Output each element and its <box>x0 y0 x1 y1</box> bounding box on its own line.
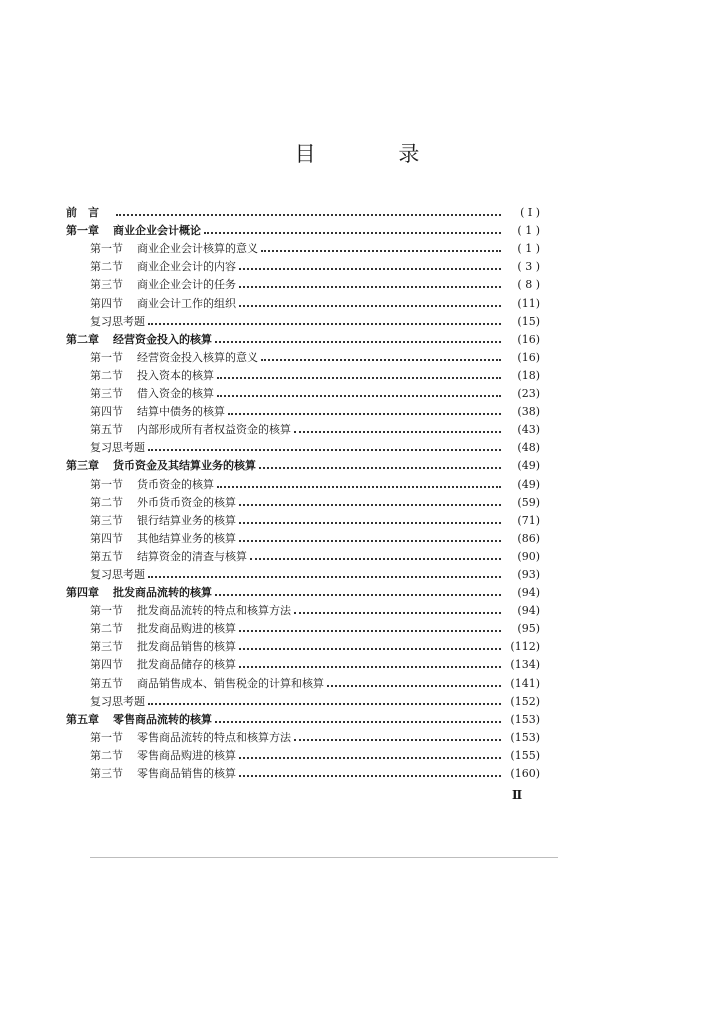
toc-entry-page: (49) <box>517 477 540 491</box>
toc-entry-page: (49) <box>517 459 540 473</box>
toc-entry-title: 商品销售成本、销售税金的计算和核算 <box>137 676 324 690</box>
toc-entry-title: 商业企业会计核算的意义 <box>137 242 258 256</box>
dot-leader <box>239 304 501 307</box>
toc-entry-section <box>66 238 540 256</box>
toc-entry-title: 批发商品销售的核算 <box>137 640 236 654</box>
toc-entry-title: 货币资金的核算 <box>137 477 214 491</box>
toc-entry-section <box>66 383 540 401</box>
toc-entry-title: 商业企业会计的任务 <box>137 278 236 292</box>
dot-leader <box>261 249 501 252</box>
toc-entry-section <box>66 672 540 690</box>
toc-entry-title: 批发商品流转的特点和核算方法 <box>137 604 291 618</box>
toc-entry-chapter <box>66 329 540 347</box>
dot-leader <box>261 358 501 361</box>
toc-entry-section <box>66 492 540 510</box>
toc-entry-review <box>66 437 540 455</box>
dot-leader <box>239 647 501 650</box>
dot-leader <box>148 448 501 451</box>
toc-entry-page: (160) <box>510 767 540 780</box>
toc-entry-page: (134) <box>510 658 540 672</box>
page-title: 目 录 <box>294 142 458 166</box>
toc-entry-page: ( I ) <box>520 206 540 220</box>
toc-entry-number: 第三章 <box>66 459 99 473</box>
toc-entry-number: 复习思考题 <box>90 567 145 581</box>
page-number: Ⅱ <box>512 788 523 802</box>
toc-entry-page: (16) <box>517 350 540 364</box>
toc-entry-title: 经营资金投入的核算 <box>113 332 212 346</box>
toc-entry-title: 其他结算业务的核算 <box>137 531 236 545</box>
toc-entry-number: 第四节 <box>90 405 123 419</box>
toc-entry-section <box>66 618 540 636</box>
dot-leader <box>259 466 501 469</box>
dot-leader <box>239 521 501 524</box>
toc-entry-title: 商业企业会计概论 <box>113 224 201 238</box>
toc-entry-review <box>66 564 540 582</box>
toc-entry-number: 第一节 <box>90 604 123 618</box>
toc-entry-chapter <box>66 582 540 600</box>
toc-entry-section <box>66 600 540 618</box>
toc-entry-number: 第二节 <box>90 622 123 636</box>
toc-entry-section <box>66 745 540 763</box>
dot-leader <box>239 774 501 777</box>
toc-entry-chapter <box>66 709 540 727</box>
toc-entry-number: 第四节 <box>90 531 123 545</box>
dot-leader <box>250 557 501 560</box>
dot-leader <box>239 539 501 542</box>
toc-entry-page: (11) <box>517 296 540 310</box>
toc-entry-chapter <box>66 202 540 220</box>
toc-entry-section <box>66 365 540 383</box>
toc-entry-section <box>66 473 540 491</box>
toc-entry-chapter <box>66 220 540 238</box>
toc-entry-page: (23) <box>517 387 540 401</box>
dot-leader <box>217 376 501 379</box>
toc-entry-page: (93) <box>517 567 540 581</box>
toc-entry-page: (48) <box>517 441 540 455</box>
toc-entry-section <box>66 347 540 365</box>
toc-entry-title: 经营资金投入核算的意义 <box>137 350 258 364</box>
toc-entry-number: 第五节 <box>90 549 123 563</box>
dot-leader <box>215 720 501 723</box>
toc-entry-page: (71) <box>517 513 540 527</box>
toc-entry-number: 第一节 <box>90 350 123 364</box>
toc-entry-page: (90) <box>517 549 540 563</box>
toc-entry-title: 结算资金的清查与核算 <box>137 549 247 563</box>
toc-entry-title: 零售商品销售的核算 <box>137 767 236 780</box>
toc-entry-number: 第二节 <box>90 748 123 762</box>
toc-entry-title: 外币货币资金的核算 <box>137 495 236 509</box>
toc-entry-section <box>66 292 540 310</box>
toc-entry-page: (18) <box>517 368 540 382</box>
toc-entry-number: 第三节 <box>90 513 123 527</box>
dot-leader <box>239 285 501 288</box>
dot-leader <box>294 611 501 614</box>
toc-entry-section <box>66 654 540 672</box>
toc-entry-number: 第五节 <box>90 423 123 437</box>
toc-entry-review <box>66 691 540 709</box>
dot-leader <box>294 738 501 741</box>
toc-entry-page: (38) <box>517 405 540 419</box>
toc-entry-title: 借入资金的核算 <box>137 387 214 401</box>
toc-entry-title: 零售商品购进的核算 <box>137 748 236 762</box>
toc-entry-page: ( 1 ) <box>517 224 540 238</box>
toc-entry-number: 第二章 <box>66 332 99 346</box>
scan-artifact-line <box>90 857 558 858</box>
toc-entry-number: 第二节 <box>90 368 123 382</box>
toc-entry-section <box>66 256 540 274</box>
toc-entry-section <box>66 401 540 419</box>
dot-leader <box>239 756 501 759</box>
toc-entry-page: (141) <box>510 676 540 690</box>
toc-entry-page: (16) <box>517 332 540 346</box>
toc-entry-page: (15) <box>517 314 540 328</box>
toc-entry-title: 银行结算业务的核算 <box>137 513 236 527</box>
toc-entry-number: 第四章 <box>66 586 99 600</box>
dot-leader <box>228 412 501 415</box>
toc-entry-page: ( 3 ) <box>517 260 540 274</box>
toc-entry-title: 商业企业会计的内容 <box>137 260 236 274</box>
toc-entry-section <box>66 274 540 292</box>
toc-entry-section <box>66 528 540 546</box>
toc-entry-page: (43) <box>517 423 540 437</box>
toc-entry-number: 第一章 <box>66 224 99 238</box>
toc-entry-number: 第四节 <box>90 658 123 672</box>
dot-leader <box>217 394 501 397</box>
toc-entry-number: 第三节 <box>90 387 123 401</box>
toc-entry-section <box>66 419 540 437</box>
toc-entry-page: (112) <box>510 640 540 654</box>
dot-leader <box>239 503 501 506</box>
toc-entry-number: 第一节 <box>90 477 123 491</box>
toc-entry-page: (153) <box>510 730 540 744</box>
toc-entry-title: 零售商品流转的核算 <box>113 712 212 726</box>
dot-leader <box>215 340 501 343</box>
toc-entry-review <box>66 311 540 329</box>
table-of-contents <box>66 202 540 781</box>
toc-entry-number: 第二节 <box>90 260 123 274</box>
toc-entry-number: 第一节 <box>90 242 123 256</box>
dot-leader <box>239 665 501 668</box>
dot-leader <box>327 684 501 687</box>
toc-entry-number: 第二节 <box>90 495 123 509</box>
toc-entry-title: 结算中债务的核算 <box>137 405 225 419</box>
toc-entry-section <box>66 510 540 528</box>
toc-entry-number: 复习思考题 <box>90 441 145 455</box>
toc-entry-page: (59) <box>517 495 540 509</box>
dot-leader <box>239 629 501 632</box>
dot-leader <box>148 702 501 705</box>
toc-entry-title: 货币资金及其结算业务的核算 <box>113 459 256 473</box>
dot-leader <box>148 322 501 325</box>
toc-entry-chapter <box>66 455 540 473</box>
toc-entry-section <box>66 727 540 745</box>
toc-entry-page: ( 1 ) <box>517 242 540 256</box>
toc-entry-page: (94) <box>517 604 540 618</box>
dot-leader <box>148 575 501 578</box>
toc-entry-number: 第一节 <box>90 730 123 744</box>
toc-entry-title: 投入资本的核算 <box>137 368 214 382</box>
toc-entry-page: (153) <box>510 712 540 726</box>
toc-entry-number: 第三节 <box>90 767 123 780</box>
toc-entry-page: (155) <box>510 748 540 762</box>
toc-entry-title: 商业会计工作的组织 <box>137 296 236 310</box>
toc-entry-number: 第三节 <box>90 278 123 292</box>
dot-leader <box>215 593 501 596</box>
toc-entry-section <box>66 546 540 564</box>
toc-entry-page: ( 8 ) <box>517 278 540 292</box>
dot-leader <box>294 430 501 433</box>
toc-entry-title: 内部形成所有者权益资金的核算 <box>137 423 291 437</box>
toc-entry-number: 复习思考题 <box>90 314 145 328</box>
toc-entry-number: 复习思考题 <box>90 694 145 708</box>
toc-entry-title: 零售商品流转的特点和核算方法 <box>137 730 291 744</box>
toc-entry-number: 第四节 <box>90 296 123 310</box>
dot-leader <box>217 485 501 488</box>
dot-leader <box>204 231 501 234</box>
toc-entry-number: 第三节 <box>90 640 123 654</box>
toc-entry-section <box>66 636 540 654</box>
toc-entry-title: 批发商品储存的核算 <box>137 658 236 672</box>
toc-entry-section <box>66 763 540 781</box>
toc-entry-page: (86) <box>517 531 540 545</box>
toc-entry-number: 前 言 <box>66 206 99 220</box>
toc-entry-title: 批发商品购进的核算 <box>137 622 236 636</box>
toc-entry-number: 第五节 <box>90 676 123 690</box>
toc-entry-page: (94) <box>517 586 540 600</box>
toc-entry-number: 第五章 <box>66 712 99 726</box>
toc-entry-page: (95) <box>517 622 540 636</box>
dot-leader <box>239 267 501 270</box>
toc-entry-title: 批发商品流转的核算 <box>113 586 212 600</box>
dot-leader <box>116 213 501 216</box>
toc-entry-page: (152) <box>510 694 540 708</box>
